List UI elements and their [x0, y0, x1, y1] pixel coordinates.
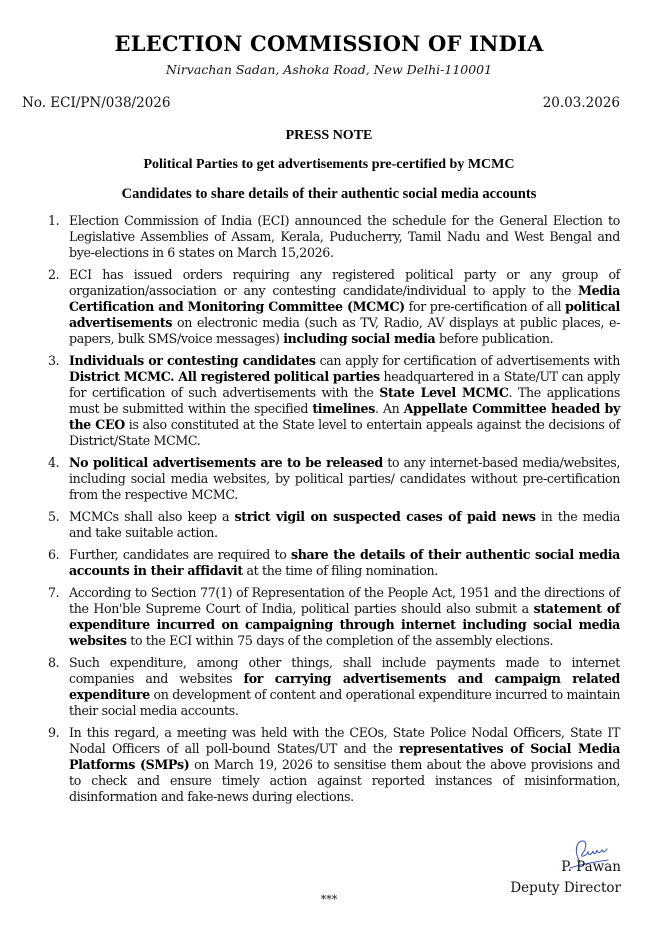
signatory-designation: Deputy Director [510, 880, 621, 896]
emphasized-text: for carrying advertisements and campaign related expenditure [69, 671, 620, 702]
body-text: MCMCs shall also keep a [69, 509, 235, 524]
list-item [45, 547, 620, 579]
body-text: Such expenditure, among other things, shall include payments made to internet companies and websites [69, 655, 620, 686]
list-item [45, 509, 620, 541]
list-item-number: 7. [48, 585, 60, 600]
subtitle-social-media: Candidates to share details of their authentic social media accounts [121, 186, 537, 202]
body-text: in the media and take suitable action. [69, 509, 621, 540]
body-text: ECI has issued orders requiring any registered political party or any group of organization/association or any contesting candidate/individual to apply to the [69, 267, 620, 298]
body-text: Election Commission of India (ECI) announced the schedule for the General Election to Legislative Assemblies of Assam, Kerala, Puducherry, Tamil Nadu and West Bengal and bye-elections in 6 states on March 15,2026. [69, 213, 620, 260]
emphasized-text: Appellate Committee headed by the CEO [69, 401, 620, 432]
document-date: 20.03.2026 [542, 95, 620, 111]
list-item [45, 455, 620, 503]
body-text: at the time of filing nomination. [242, 563, 438, 578]
list-item-number: 2. [48, 267, 60, 282]
reference-number: No. ECI/PN/038/2026 [22, 95, 171, 111]
list-item-number: 3. [48, 353, 60, 368]
body-text: before publication. [435, 331, 554, 346]
emphasized-text: Media Certification and Monitoring Committee (MCMC) [69, 283, 620, 314]
body-text: can apply for certification of advertisements with [315, 353, 620, 368]
emphasized-text: share the details of their authentic social media accounts in their affidavit [69, 547, 620, 578]
list-item-number: 4. [48, 455, 60, 470]
emphasized-text: timelines [312, 401, 375, 416]
emphasized-text: Individuals or contesting candidates [69, 353, 316, 368]
list-item [45, 585, 620, 649]
numbered-points-list [45, 213, 620, 811]
list-item [45, 213, 620, 261]
emphasized-text: political advertisements [69, 299, 620, 330]
body-text: . The applications must be submitted within the specified [69, 385, 620, 416]
list-item-number: 9. [48, 725, 60, 740]
body-text: headquartered in a State/UT can apply for certification of such advertisements with the [69, 369, 620, 400]
body-text: is also constituted at the State level to entertain appeals against the decisions of District/State MCMC. [69, 417, 620, 448]
list-item-number: 8. [48, 655, 60, 670]
body-text: In this regard, a meeting was held with the CEOs, State Police Nodal Officers, State IT Nodal Officers of all poll-bound States/UT and the [69, 725, 620, 756]
emphasized-text: including social media [283, 331, 436, 346]
body-text: for pre-certification of all [404, 299, 566, 314]
emphasized-text: No political advertisements are to be released [69, 455, 383, 470]
body-text: on electronic media (such as TV, Radio, AV displays at public places, e-papers, bulk SMS/voice messages) [69, 315, 620, 346]
list-item-number: 6. [48, 547, 60, 562]
body-text: to the ECI within 75 days of the completion of the assembly elections. [126, 633, 554, 648]
subtitle-advertisements: Political Parties to get advertisements pre-certified by MCMC [143, 157, 515, 172]
list-item-number: 1. [48, 213, 60, 228]
emphasized-text: representatives of Social Media Platforms (SMPs) [69, 741, 621, 772]
emphasized-text: statement of expenditure incurred on campaigning through internet including social media websites [69, 601, 621, 648]
list-item [45, 353, 620, 449]
list-item-number: 5. [48, 509, 60, 524]
list-item [45, 725, 620, 805]
body-text: . An [374, 401, 404, 416]
body-text: According to Section 77(1) of Representation of the People Act, 1951 and the directions of the Hon'ble Supreme Court of India, political parties should also submit a [69, 585, 620, 616]
emphasized-text: District MCMC. All registered political parties [69, 369, 380, 384]
list-item [45, 655, 620, 719]
body-text: to any internet-based media/websites, including social media websites, by political parties/ candidates without pre-certification from the respective MCMC. [69, 455, 621, 502]
emphasized-text: strict vigil on suspected cases of paid news [234, 509, 536, 524]
organization-title: ELECTION COMMISSION OF INDIA [114, 31, 544, 56]
body-text: Further, candidates are required to [69, 547, 291, 562]
list-item [45, 267, 620, 347]
press-note-heading: PRESS NOTE [285, 128, 373, 143]
body-text: on development of content and operational expenditure incurred to maintain their social media accounts. [69, 687, 620, 718]
signatory-name: P. Pawan [561, 859, 621, 875]
organization-address: Nirvachan Sadan, Ashoka Road, New Delhi-110001 [165, 62, 493, 77]
body-text: on March 19, 2026 to sensitise them about the above provisions and to check and ensure timely action against reported instances of misinformation, disinformation and fake-news during elections. [69, 757, 620, 804]
emphasized-text: State Level MCMC [379, 385, 509, 400]
end-of-document-mark: *** [320, 893, 338, 906]
